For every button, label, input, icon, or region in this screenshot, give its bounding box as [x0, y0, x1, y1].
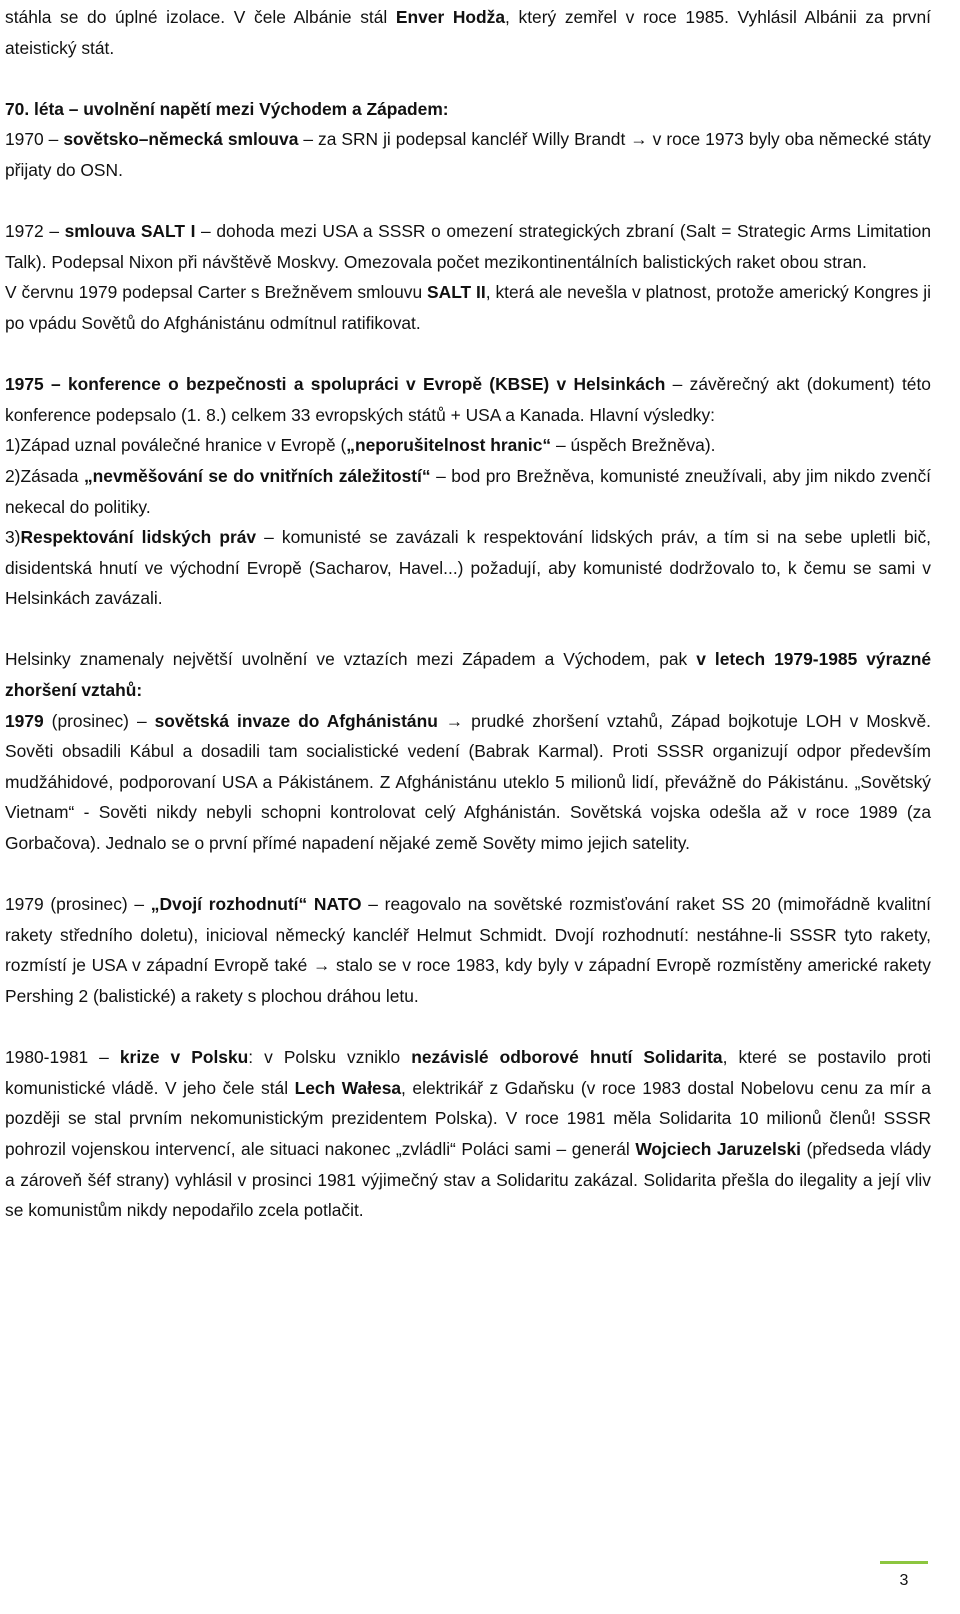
text-run: , elektrikář z Gdaňsku (v roce 1983 dostal Nobelovu cenu za mír a později se stal prvním nekomunistickým prezidentem Polska). V roce 1981 měla Solidarita 10 milionů členů! SSSR pohrozil vojenskou intervencí, ale situaci nakonec „zvládli“ Poláci sami – generál [5, 1077, 931, 1159]
text-run: , která ale nevešla v platnost, protože americký Kongres ji po vpádu Sovětů do Afghánistánu odmítnul ratifikovat. [5, 282, 932, 333]
text-run: → prudké zhoršení vztahů, Západ bojkotuje LOH v Moskvě. Sověti obsadili Kábul a dosadili tam socialistické vedení (Babrak Karmal). Proti SSSR organizují odpor především mudžáhidové, podporovaní USA a Pákistánem. Z Afghánistánu uteklo 5 milionů lidí, převážně do Pákistánu. „Sovětský Vietnam“ - Sověti nikdy nebyli schopni kontrolovat celý Afghánistán. Sovětská vojska odešla až v roce 1989 (za Gorbačova). Jednalo se o první přímé napadení nějaké země Sověty mimo jejich satelity. [5, 710, 932, 854]
paragraph-spacer [5, 63, 931, 94]
paragraph-block [5, 2, 931, 63]
text-run: : v Polsku vzniklo [248, 1047, 412, 1068]
text-run: – za SRN ji podepsal kancléř Willy Brandt → v roce 1973 byly oba německé státy přijaty do OSN. [5, 129, 932, 180]
bold-text: „neporušitelnost hranic“ [346, 435, 552, 456]
page-number: 3 [880, 1561, 928, 1598]
paragraph-spacer [5, 1012, 931, 1043]
text-run: 1980-1981 – [5, 1047, 120, 1068]
paragraph [5, 706, 931, 859]
paragraph-spacer [5, 859, 931, 890]
text-run: , který zemřel v roce 1985. Vyhlásil Albánii za první ateistický stát. [5, 7, 931, 58]
bold-text: 1975 – konference o bezpečnosti a spolupráci v Evropě (KBSE) v Helsinkách [5, 374, 666, 395]
bold-text: sovětsko–německá smlouva [63, 129, 299, 150]
paragraph [5, 94, 931, 125]
bold-text: sovětská invaze do Afghánistánu [154, 710, 438, 731]
text-run: (prosinec) – [43, 710, 155, 731]
paragraph-block [5, 339, 931, 614]
text-run: , které se postavilo proti komunistické vládě. V jeho čele stál [5, 1047, 931, 1098]
bold-text: SALT II [427, 282, 486, 303]
bold-text: Lech Wałesa [294, 1077, 402, 1098]
paragraph [5, 1042, 931, 1226]
text-run: Helsinky znamenaly největší uvolnění ve vztazích mezi Západem a Východem, pak [5, 649, 697, 670]
paragraph [5, 124, 931, 185]
text-run: (předseda vlády a zároveň šéf strany) vyhlásil v prosinci 1981 výjimečný stav a Solidaritu zakázal. Solidarita přešla do ilegality a její vliv se komunistům nikdy nepodařilo zcela potlačit. [5, 1138, 932, 1221]
paragraph [5, 644, 931, 705]
paragraph [5, 2, 931, 63]
bold-text: „Dvojí rozhodnutí“ NATO [150, 894, 362, 915]
bold-text: 1979 [5, 710, 44, 731]
paragraph-spacer [5, 614, 931, 645]
text-run: 2)Zásada [5, 465, 84, 486]
text-run: – závěrečný akt (dokument) této konference podepsalo (1. 8.) celkem 33 evropských států + USA a Kanada. Hlavní výsledky: [5, 374, 931, 425]
text-run: – reagovalo na sovětské rozmisťování raket SS 20 (mimořádně kvalitní rakety středního doletu), inicioval německý kancléř Helmut Schmidt. Dvojí rozhodnutí: nestáhne-li SSSR tyto rakety, rozmístí je USA v západní Evropě také → stalo se v roce 1983, kdy byly v západní Evropě rozmístěny americké rakety Pershing 2 (balistické) a rakety s plochou dráhou letu. [5, 894, 931, 1006]
paragraph-block [5, 186, 931, 339]
paragraph-block [5, 614, 931, 859]
text-run: – dohoda mezi USA a SSSR o omezení strategických zbraní (Salt = Strategic Arms Limitation Talk). Podepsal Nixon při návštěvě Moskvy. Omezovala počet mezikontinentálních balistických raket obou stran. [5, 221, 931, 272]
paragraph-block [5, 63, 931, 185]
bold-text: v letech 1979-1985 výrazné zhoršení vztahů: [5, 649, 931, 701]
bold-text: Wojciech Jaruzelski [635, 1138, 802, 1159]
paragraph-spacer [5, 186, 931, 217]
bold-text: Respektování lidských práv [20, 527, 257, 548]
document-body [5, 2, 931, 1226]
bold-text: 70. léta – uvolnění napětí mezi Východem a Západem: [5, 98, 449, 119]
text-run: 1)Západ uznal poválečné hranice v Evropě ( [5, 435, 347, 456]
paragraph-spacer [5, 339, 931, 370]
paragraph [5, 522, 931, 614]
paragraph [5, 369, 931, 430]
text-run: 3) [5, 527, 21, 548]
text-run: – komunisté se zavázali k respektování lidských práv, a tím si na sebe upletli bič, disidentská hnutí ve východní Evropě (Sacharov, Havel...) požadují, aby komunisté dodržovalo to, k čemu se sami v Helsinkách zavázali. [5, 527, 932, 609]
text-run: stáhla se do úplné izolace. V čele Albánie stál [5, 7, 396, 27]
paragraph [5, 216, 931, 277]
paragraph [5, 889, 931, 1011]
bold-text: nezávislé odborové hnutí Solidarita [411, 1047, 723, 1068]
text-run: 1979 (prosinec) – [5, 894, 151, 915]
paragraph [5, 430, 931, 461]
paragraph [5, 461, 931, 522]
text-run: – bod pro Brežněva, komunisté zneužívali, aby jim nikdo zvenčí nekecal do politiky. [5, 465, 932, 517]
text-run: V červnu 1979 podepsal Carter s Brežněvem smlouvu [5, 282, 428, 303]
text-run: 1970 – [5, 129, 64, 150]
text-run: 1972 – [5, 221, 65, 242]
bold-text: Enver Hodža [395, 7, 506, 27]
paragraph-block [5, 859, 931, 1012]
text-run: – úspěch Brežněva). [551, 435, 716, 456]
paragraph-block [5, 1012, 931, 1226]
bold-text: krize v Polsku [119, 1047, 249, 1068]
bold-text: „nevměšování se do vnitřních záležitostí“ [83, 465, 431, 486]
bold-text: smlouva SALT I [64, 221, 196, 242]
paragraph [5, 277, 931, 338]
